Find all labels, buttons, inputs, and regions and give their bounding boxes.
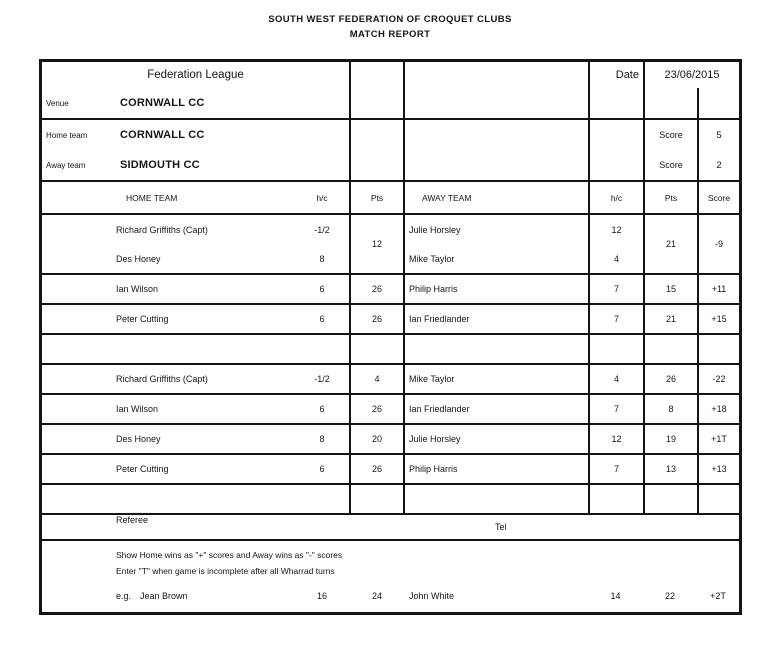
player-name: Des Honey: [116, 253, 161, 264]
player-name: Philip Harris: [409, 284, 458, 294]
note-line-2: Enter "T" when game is incomplete after all Wharrad turns: [116, 566, 335, 576]
handicap-value: 12: [588, 425, 643, 453]
away-pts-value: [643, 335, 697, 363]
player-name: Philip Harris: [409, 464, 458, 474]
example-label: e.g.: [116, 591, 132, 601]
example-home-pts: 24: [371, 591, 382, 601]
empty-cell: [405, 150, 588, 180]
home-pts-value: 26: [349, 275, 405, 303]
handicap-value: -1/2: [314, 224, 330, 235]
away-team-value: SIDMOUTH CC: [120, 159, 200, 171]
empty-cell: [349, 120, 405, 150]
home-team-value: CORNWALL CC: [120, 129, 205, 141]
singles-game-row: [42, 273, 739, 303]
singles-game-row: [42, 483, 739, 513]
note-line-1: Show Home wins as "+" scores and Away wins as "-" scores: [116, 550, 343, 560]
tel-label: Tel: [495, 522, 507, 532]
league-name-cell: Federation League: [147, 69, 244, 81]
singles-rows: [42, 273, 739, 513]
home-team-row: [42, 118, 739, 150]
player-name: Ian Wilson: [116, 284, 159, 294]
col-header-away-team: AWAY TEAM: [422, 192, 472, 203]
away-pts-value: 15: [643, 275, 697, 303]
handicap-value: 12: [611, 224, 622, 235]
col-header-home-hc: h/c: [316, 192, 328, 203]
column-header-row: [42, 180, 739, 213]
example-away-hc: 14: [610, 591, 621, 601]
doubles-game-row: [42, 213, 739, 273]
player-name: Julie Horsley: [409, 434, 461, 444]
col-header-score: Score: [697, 182, 739, 213]
player-name: [405, 335, 588, 363]
venue-label: Venue: [46, 98, 69, 108]
player-name: Ian Friedlander: [409, 404, 470, 414]
home-team-label: Home team: [46, 130, 88, 140]
empty-cell: [588, 150, 643, 180]
home-pts-value: 26: [349, 455, 405, 483]
handicap-value: 6: [319, 314, 325, 324]
empty-cell: [643, 88, 697, 118]
example-away-pts: 22: [664, 591, 675, 601]
col-header-home-pts: Pts: [349, 182, 405, 213]
away-team-row: [42, 150, 739, 180]
away-pts-value: 26: [643, 365, 697, 393]
date-value: 23/06/2015: [643, 62, 739, 88]
example-score: +2T: [710, 591, 726, 601]
game-score-value: [697, 485, 739, 513]
handicap-value: 8: [319, 434, 325, 444]
example-row: [42, 588, 739, 604]
away-pts-value: 19: [643, 425, 697, 453]
empty-cell: [405, 120, 588, 150]
example-home-hc: 16: [316, 591, 327, 601]
singles-game-row: [42, 423, 739, 453]
handicap-value: [588, 335, 643, 363]
report-title: [0, 12, 780, 42]
home-pts-value: 26: [349, 305, 405, 333]
col-header-away-hc: h/c: [588, 182, 643, 213]
home-pts-value: 26: [349, 395, 405, 423]
handicap-value: 4: [588, 365, 643, 393]
away-team-label: Away team: [46, 160, 86, 170]
game-score-value: -9: [697, 215, 739, 273]
handicap-value: 8: [319, 253, 325, 264]
empty-cell: [405, 88, 588, 118]
game-score-value: +11: [697, 275, 739, 303]
game-score-value: +1T: [697, 425, 739, 453]
match-report-form: [39, 59, 742, 615]
singles-game-row: [42, 453, 739, 483]
notes-block: [42, 539, 739, 612]
empty-cell: [405, 62, 588, 88]
league-date-row: [42, 62, 739, 88]
home-pts-value: 12: [349, 215, 405, 273]
handicap-value: 7: [588, 305, 643, 333]
handicap-value: -1/2: [314, 374, 330, 384]
player-name: Peter Cutting: [116, 314, 169, 324]
example-home-name: Jean Brown: [140, 591, 188, 601]
handicap-value: 6: [319, 284, 325, 294]
handicap-value: 6: [319, 404, 325, 414]
home-pts-value: 20: [349, 425, 405, 453]
player-name: Ian Friedlander: [409, 314, 470, 324]
away-pts-value: 8: [643, 395, 697, 423]
empty-cell: [588, 120, 643, 150]
away-pts-value: 21: [643, 215, 697, 273]
handicap-value: 7: [588, 275, 643, 303]
singles-game-row: [42, 363, 739, 393]
venue-value: CORNWALL CC: [120, 97, 205, 109]
away-pts-value: 13: [643, 455, 697, 483]
singles-game-row: [42, 303, 739, 333]
date-label: Date: [588, 62, 643, 88]
player-name: Ian Wilson: [116, 404, 159, 414]
handicap-value: [588, 485, 643, 513]
player-name: Richard Griffiths (Capt): [116, 224, 208, 235]
home-score-value: 5: [697, 120, 739, 150]
example-away-name: John White: [409, 591, 455, 601]
empty-cell: [349, 62, 405, 88]
report-subtitle: MATCH REPORT: [349, 29, 431, 40]
player-name: Julie Horsley: [409, 224, 461, 235]
game-score-value: -22: [697, 365, 739, 393]
game-score-value: +15: [697, 305, 739, 333]
singles-game-row: [42, 393, 739, 423]
empty-cell: [697, 88, 739, 118]
empty-cell: [588, 88, 643, 118]
away-pts-value: 21: [643, 305, 697, 333]
venue-row: [42, 88, 739, 118]
referee-label: Referee: [116, 515, 149, 525]
player-name: Des Honey: [116, 434, 161, 444]
federation-title: SOUTH WEST FEDERATION OF CROQUET CLUBS: [268, 14, 512, 25]
handicap-value: 7: [588, 395, 643, 423]
handicap-value: 4: [613, 253, 619, 264]
game-score-value: [697, 335, 739, 363]
empty-cell: [349, 150, 405, 180]
home-pts-value: [349, 335, 405, 363]
col-header-home-team: HOME TEAM: [126, 192, 178, 203]
game-score-value: +18: [697, 395, 739, 423]
player-name: Peter Cutting: [116, 464, 169, 474]
player-name: Mike Taylor: [409, 374, 455, 384]
col-header-away-pts: Pts: [643, 182, 697, 213]
home-score-label: Score: [643, 120, 697, 150]
player-name: Richard Griffiths (Capt): [116, 374, 208, 384]
referee-row: [42, 513, 739, 539]
handicap-value: 7: [588, 455, 643, 483]
singles-game-row: [42, 333, 739, 363]
player-name: Mike Taylor: [409, 253, 455, 264]
away-score-value: 2: [697, 150, 739, 180]
away-pts-value: [643, 485, 697, 513]
away-score-label: Score: [643, 150, 697, 180]
empty-cell: [349, 88, 405, 118]
home-pts-value: [349, 485, 405, 513]
home-pts-value: 4: [349, 365, 405, 393]
handicap-value: 6: [319, 464, 325, 474]
game-score-value: +13: [697, 455, 739, 483]
player-name: [405, 485, 588, 513]
